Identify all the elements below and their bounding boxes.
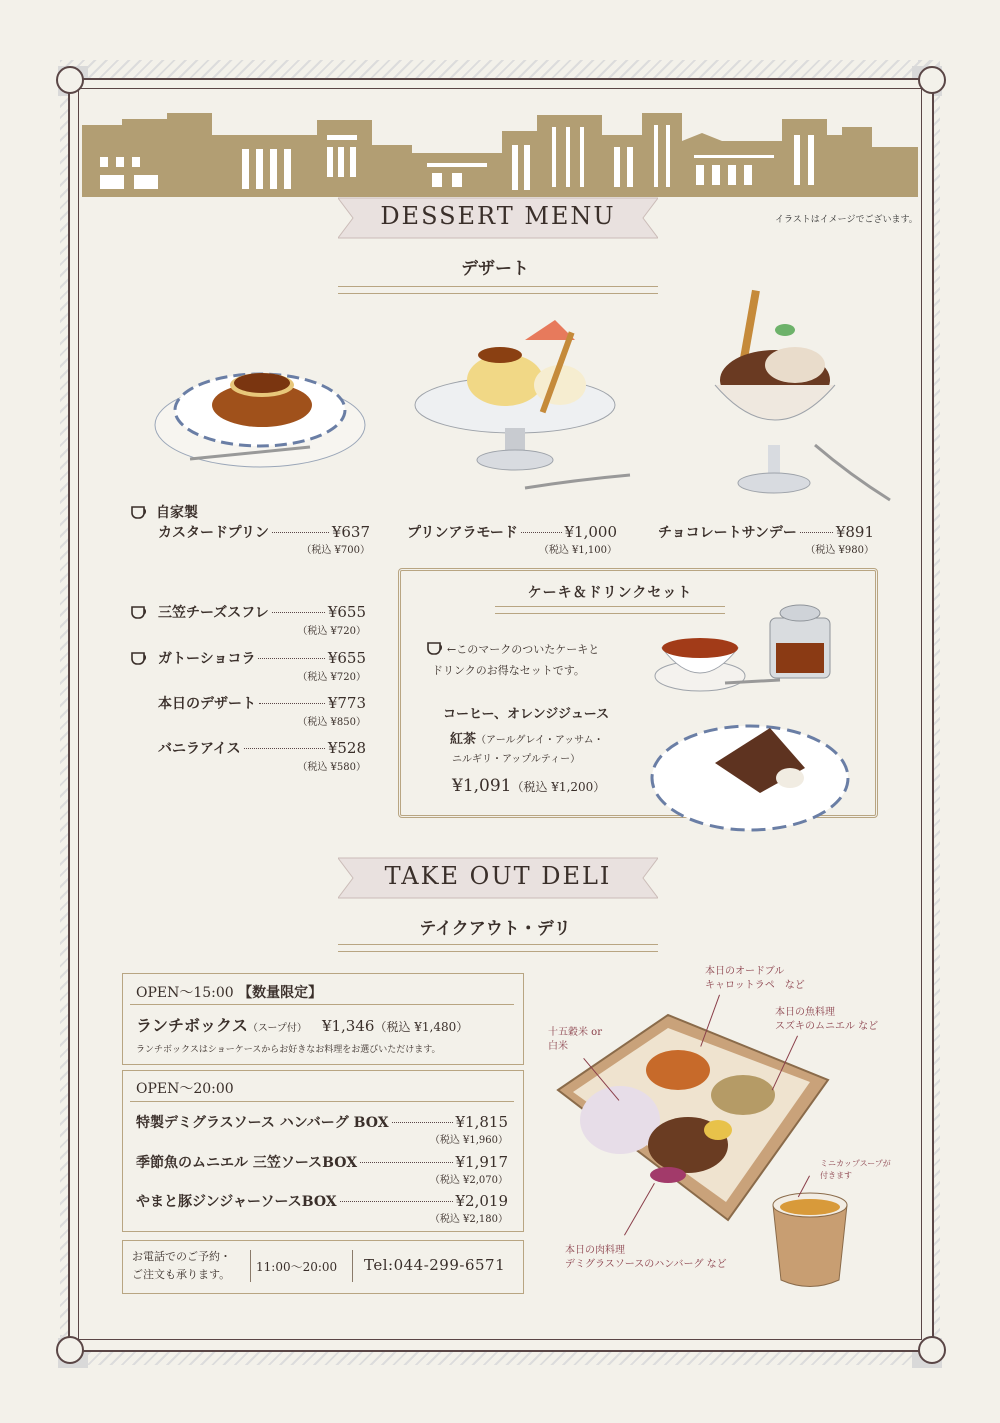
- caption-line: ミニカップスープが: [820, 1159, 891, 1168]
- caption-fish: [775, 1006, 878, 1034]
- coffee-cup-icon: [130, 650, 150, 666]
- custard-pudding-item: [130, 502, 370, 522]
- illustration-note: イラストはイメージでございます。: [775, 215, 918, 225]
- coffee-cup-icon: [426, 640, 446, 656]
- lunch-open-line: [136, 982, 322, 1002]
- caption-line: デミグラスソースのハンバーグ など: [565, 1259, 727, 1270]
- soup-cup-illustration: [765, 1185, 855, 1295]
- vanilla-ice-row: [158, 738, 366, 758]
- pork-box-row: [136, 1191, 508, 1211]
- caption-line: 本日の肉料理: [565, 1245, 625, 1256]
- tea-set-illustration: [640, 588, 875, 843]
- item-tax: （税込 ¥580）: [297, 762, 366, 773]
- set-tea-note-1: （アールグレイ・アッサム・: [476, 735, 604, 746]
- item-price: ¥1,815: [455, 1113, 508, 1131]
- contact-line1: お電話でのご予約・: [132, 1250, 231, 1263]
- item-price: ¥655: [327, 603, 366, 621]
- caption-line: 本日の魚料理: [775, 1007, 835, 1018]
- item-price: ¥773: [327, 694, 366, 712]
- set-title: ケーキ＆ドリンクセット: [527, 585, 693, 601]
- item-name: 本日のデザート: [158, 696, 256, 712]
- lunch-name: ランチボックス: [136, 1016, 248, 1035]
- set-price-line: [452, 776, 605, 796]
- pudding-a-la-mode-row: [407, 522, 617, 542]
- item-tax: （税込 ¥2,180）: [429, 1214, 508, 1225]
- item-name: 特製デミグラスソース ハンバーグ BOX: [136, 1115, 389, 1131]
- custard-pudding-illustration: [150, 335, 370, 475]
- boxes-open: OPEN〜20:00: [136, 1081, 234, 1097]
- frame-corner: [918, 66, 946, 94]
- item-name: カスタードプリン: [158, 525, 270, 541]
- contact-divider: [352, 1250, 353, 1282]
- chocolate-sundae-illustration: [700, 285, 900, 510]
- caption-line: スズキのムニエル など: [775, 1021, 879, 1032]
- contact-divider: [250, 1250, 251, 1282]
- item-tax: （税込 ¥1,100）: [538, 545, 617, 556]
- item-price: ¥528: [327, 739, 366, 757]
- contact-hours: 11:00〜20:00: [256, 1260, 338, 1274]
- fish-box-row: [136, 1152, 508, 1172]
- frame-corner: [56, 1336, 84, 1364]
- item-price: ¥655: [327, 649, 366, 667]
- item-price: ¥891: [835, 523, 874, 541]
- caption-line: 付きます: [820, 1171, 852, 1180]
- lunch-tax: （税込 ¥1,480）: [374, 1020, 469, 1034]
- frame-corner: [918, 1336, 946, 1364]
- set-mark-note-1: ←このマークのついたケーキと: [447, 643, 600, 656]
- pudding-a-la-mode-illustration: [405, 310, 635, 505]
- coffee-cup-icon: [130, 604, 150, 620]
- caption-soup: [820, 1158, 891, 1182]
- set-tea: [450, 728, 604, 747]
- lunch-open: OPEN〜15:00: [136, 985, 234, 1001]
- chocolate-sundae-row: [658, 522, 874, 542]
- dessert-heading: DESSERT MENU: [380, 202, 616, 230]
- caption-meat: [565, 1244, 727, 1272]
- item-tax: （税込 ¥2,070）: [429, 1175, 508, 1186]
- divider: [338, 286, 658, 294]
- item-name: チョコレートサンデー: [658, 525, 797, 541]
- caption-line: キャロットラペ など: [705, 980, 805, 991]
- divider: [338, 944, 658, 952]
- caption-hors-doeuvre: [705, 965, 805, 993]
- item-name: プリンアラモード: [407, 525, 518, 541]
- lunch-price: ¥1,346: [321, 1017, 375, 1035]
- skyline-illustration: [82, 105, 918, 197]
- contact-tel: Tel:044-299-6571: [364, 1256, 506, 1274]
- gateau-chocolat-row: [158, 648, 366, 668]
- custard-pudding-row: [158, 522, 370, 542]
- item-price: ¥2,019: [455, 1192, 508, 1210]
- divider: [130, 1004, 514, 1005]
- caption-line: 白米: [548, 1041, 568, 1052]
- item-name: 季節魚のムニエル 三笠ソースBOX: [136, 1155, 358, 1171]
- hamburg-box-row: [136, 1112, 508, 1132]
- coffee-cup-icon: [130, 504, 150, 520]
- todays-dessert-row: [158, 693, 366, 713]
- item-name: やまと豚ジンジャーソースBOX: [136, 1194, 337, 1210]
- item-tax: （税込 ¥720）: [297, 626, 366, 637]
- contact-line2: ご注文も承ります。: [132, 1268, 231, 1281]
- caption-line: 本日のオードブル: [705, 966, 785, 977]
- set-mark-note-2: ドリンクのお得なセットです。: [432, 664, 585, 677]
- lunch-box-row: [136, 1013, 468, 1036]
- item-price: ¥1,917: [455, 1153, 508, 1171]
- item-line1: 自家製: [156, 505, 198, 521]
- caption-line: 十五穀米 or: [548, 1027, 602, 1038]
- cheese-souffle-row: [158, 602, 366, 622]
- item-tax: （税込 ¥700）: [301, 545, 370, 556]
- lunch-note: ランチボックスはショーケースからお好きなお料理をお選びいただけます。: [136, 1045, 441, 1055]
- set-tax: （税込 ¥1,200）: [511, 780, 606, 794]
- item-tax: （税込 ¥980）: [805, 545, 874, 556]
- lunch-soup: （スープ付）: [247, 1023, 307, 1034]
- set-tea-label: 紅茶: [450, 732, 477, 747]
- lunch-limited: 【数量限定】: [238, 985, 323, 1001]
- caption-rice: [548, 1026, 602, 1054]
- item-price: ¥1,000: [564, 523, 617, 541]
- set-price: ¥1,091: [452, 776, 512, 796]
- deli-subheading: テイクアウト・デリ: [419, 919, 571, 939]
- divider: [130, 1101, 514, 1102]
- item-name: 三笠チーズスフレ: [158, 605, 269, 621]
- item-tax: （税込 ¥720）: [297, 672, 366, 683]
- item-tax: （税込 ¥1,960）: [429, 1135, 508, 1146]
- item-tax: （税込 ¥850）: [297, 717, 366, 728]
- item-name: ガトーショコラ: [158, 651, 256, 667]
- deli-heading: TAKE OUT DELI: [384, 862, 612, 890]
- item-price: ¥637: [331, 523, 370, 541]
- item-name: バニラアイス: [158, 741, 241, 757]
- set-drinks: コーヒー、オレンジジュース: [443, 707, 610, 722]
- frame-corner: [56, 66, 84, 94]
- dessert-subheading: デザート: [461, 259, 529, 279]
- set-tea-note-2: ニルギリ・アップルティー）: [452, 754, 581, 765]
